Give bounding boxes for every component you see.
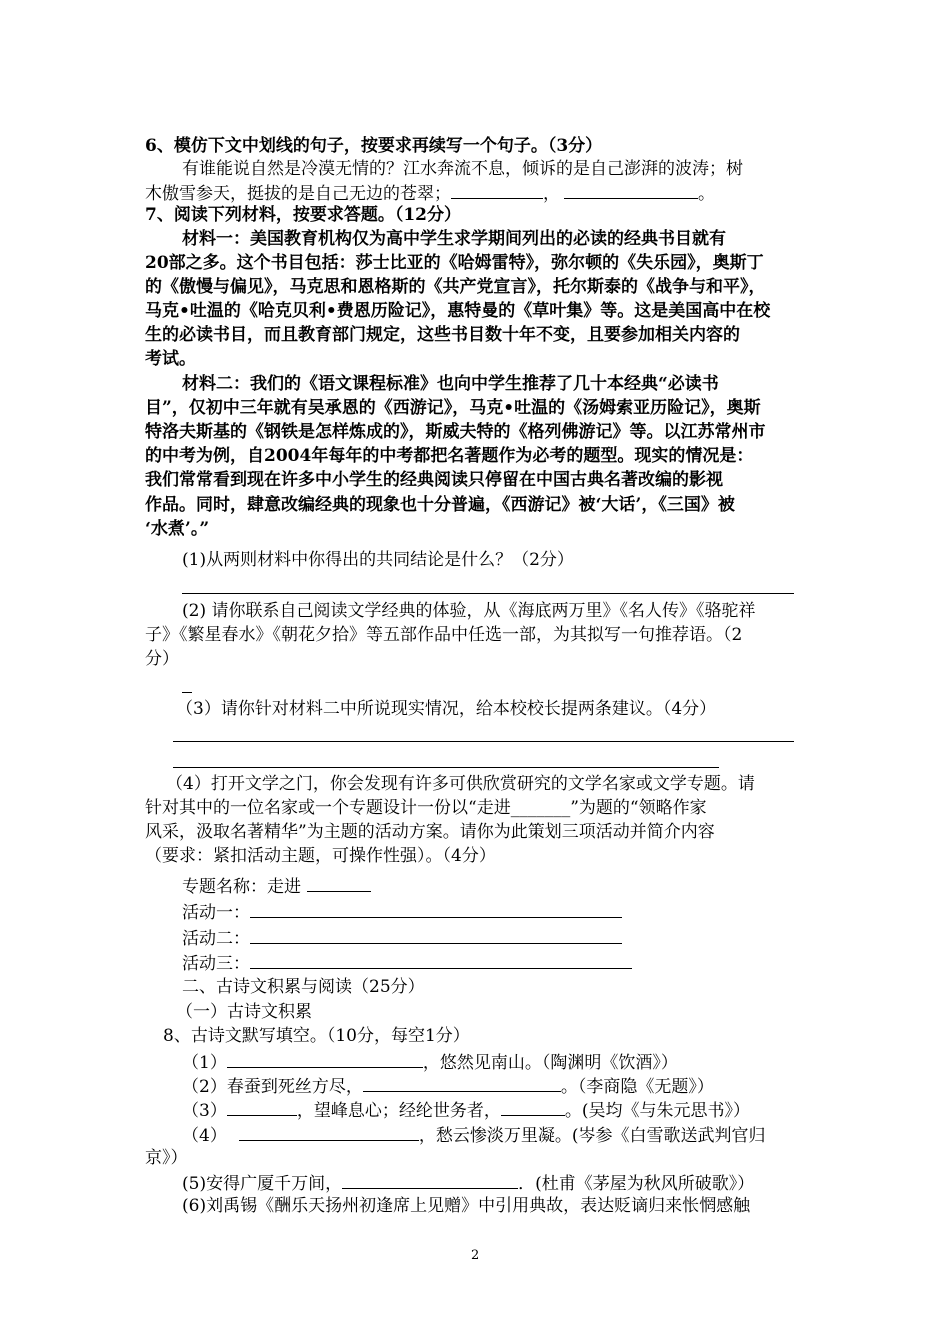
q7-sub4-prompt-line: 风采，汲取名著精华”为主题的活动方案。请你为此策划三项活动并简介内容 bbox=[145, 822, 715, 842]
q8-item-5 bbox=[182, 1170, 754, 1196]
q8-title: 8、古诗文默写填空。（10分，每空1分） bbox=[163, 1026, 470, 1046]
q8-item-3-blank-1[interactable] bbox=[227, 1097, 297, 1116]
activity-3-row bbox=[182, 950, 632, 976]
q7-material1-line: 马克•吐温的《哈克贝利•费恩历险记》，惠特曼的《草叶集》等。这是美国高中在校 bbox=[145, 301, 771, 321]
q7-sub3-prompt: （3）请你针对材料二中所说现实情况，给本校校长提两条建议。（4分） bbox=[176, 699, 717, 719]
activity-2-label: 活动二： bbox=[182, 929, 250, 949]
q8-item-1-number: （1） bbox=[182, 1053, 227, 1073]
q6-answer-blank-2[interactable] bbox=[564, 180, 698, 199]
q7-sub1-prompt: (1)从两则材料中你得出的共同结论是什么？（2分） bbox=[182, 550, 574, 570]
q7-material1-line: 20部之多。这个书目包括：莎士比亚的《哈姆雷特》，弥尔顿的《失乐园》，奥斯丁 bbox=[145, 253, 764, 273]
q8-item-1-blank[interactable] bbox=[227, 1049, 423, 1068]
q8-item-4-number: （4） bbox=[182, 1126, 227, 1146]
q7-material1-line: 考试。 bbox=[145, 349, 196, 369]
q7-sub1-answer-line[interactable] bbox=[182, 593, 794, 594]
q7-sub2-prompt-line: 分） bbox=[145, 649, 179, 669]
q7-sub4-prompt-line: （要求：紧扣活动主题，可操作性强）。（4分） bbox=[145, 846, 496, 866]
q7-sub3-answer-line-1[interactable] bbox=[173, 741, 794, 742]
q8-item-3 bbox=[182, 1097, 750, 1123]
q8-item-1-text: ，悠然见南山。（陶渊明《饮酒》） bbox=[422, 1053, 678, 1073]
q7-material1-line: 材料一：美国教育机构仅为高中学生求学期间列出的必读的经典书目就有 bbox=[182, 229, 726, 249]
q8-item-4-blank[interactable] bbox=[239, 1122, 419, 1141]
q8-item-2-source: 。（李商隐《无题》） bbox=[560, 1077, 714, 1097]
q8-item-3-blank-2[interactable] bbox=[501, 1097, 565, 1116]
q8-item-5-source: ．(杜甫《茅屋为秋风所破歌》） bbox=[518, 1174, 755, 1194]
q7-sub4-prompt-line: （4）打开文学之门，你会发现有许多可供欣赏研究的文学名家或文学专题。请 bbox=[166, 774, 755, 794]
topic-name-row bbox=[182, 873, 371, 899]
q8-item-2-blank[interactable] bbox=[363, 1073, 561, 1092]
q8-item-3-number: （3） bbox=[182, 1101, 227, 1121]
q8-item-4-text: ，愁云惨淡万里凝。(岑参《白雪歌送武判官归 bbox=[418, 1126, 766, 1146]
activity-1-blank[interactable] bbox=[250, 899, 622, 918]
q7-material2-line: 我们常常看到现在许多中小学生的经典阅读只停留在中国古典名著改编的影视 bbox=[145, 470, 723, 490]
section2-title: 二、古诗文积累与阅读（25分） bbox=[182, 977, 425, 997]
q8-item-5-blank[interactable] bbox=[342, 1170, 518, 1189]
q8-item-4-continuation: 京》） bbox=[145, 1148, 188, 1168]
page-number: 2 bbox=[471, 1248, 480, 1263]
activity-1-label: 活动一： bbox=[182, 903, 250, 923]
section2-subtitle: （一）古诗文积累 bbox=[176, 1002, 312, 1022]
q7-material1-line: 生的必读书目，而且教育部门规定，这些书目数十年不变，且要参加相关内容的 bbox=[145, 325, 740, 345]
q7-material1-line: 的《傲慢与偏见》，马克思和恩格斯的《共产党宣言》，托尔斯泰的《战争与和平》， bbox=[145, 277, 766, 297]
q6-text-line2-content: 木傲雪参天，挺拔的是自己无边的苍翠； bbox=[145, 184, 451, 204]
topic-name-blank[interactable] bbox=[307, 873, 371, 892]
q6-end-mark: 。 bbox=[698, 184, 715, 204]
q7-material2-line: ‘水煮’。” bbox=[145, 519, 210, 539]
q7-material2-line: 特洛夫斯基的《钢铁是怎样炼成的》，斯威夫特的《格列佛游记》等。以江苏常州市 bbox=[145, 422, 766, 442]
q8-item-3-text: ，望峰息心；经纶世务者， bbox=[296, 1101, 501, 1121]
activity-3-blank[interactable] bbox=[250, 950, 632, 969]
q7-material2-line: 作品。同时，肆意改编经典的现象也十分普遍，《西游记》被‘大话’，《三国》被 bbox=[145, 495, 735, 515]
q8-item-2-text: （2）春蚕到死丝方尽， bbox=[182, 1077, 363, 1097]
q8-item-3-source: 。(吴均《与朱元思书》） bbox=[564, 1101, 750, 1121]
q8-item-5-text: (5)安得广厦千万间， bbox=[182, 1174, 343, 1194]
q7-material2-line: 目”，仅初中三年就有吴承恩的《西游记》，马克•吐温的《汤姆索亚历险记》，奥斯 bbox=[145, 398, 761, 418]
q8-item-4 bbox=[182, 1122, 765, 1148]
activity-3-label: 活动三： bbox=[182, 954, 250, 974]
q7-sub3-answer-line-2[interactable] bbox=[173, 767, 719, 768]
q7-sub4-prompt-line: 针对其中的一位名家或一个专题设计一份以“走进_______”为题的“领略作家 bbox=[145, 798, 707, 818]
activity-1-row bbox=[182, 899, 622, 925]
q7-material2-line: 材料二：我们的《语文课程标准》也向中学生推荐了几十本经典“必读书 bbox=[182, 374, 719, 394]
activity-2-blank[interactable] bbox=[250, 925, 622, 944]
q7-title: 7、阅读下列材料，按要求答题。（12分） bbox=[145, 205, 461, 225]
activity-2-row bbox=[182, 925, 622, 951]
q8-item-2 bbox=[182, 1073, 714, 1099]
q7-material2-line: 的中考为例，自2004年每年的中考都把名著题作为必考的题型。现实的情况是： bbox=[145, 446, 754, 466]
q7-sub2-answer-line[interactable] bbox=[182, 692, 192, 693]
q8-item-6: (6)刘禹锡《酬乐天扬州初逢席上见赠》中引用典故，表达贬谪归来怅惘感触 bbox=[182, 1196, 751, 1216]
q7-sub2-prompt-line: 子》《繁星春水》《朝花夕拾》等五部作品中任选一部，为其拟写一句推荐语。（2 bbox=[145, 625, 743, 645]
q8-item-1 bbox=[182, 1049, 678, 1075]
q6-text-line1: 有谁能说自然是冷漠无情的？江水奔流不息，倾诉的是自己澎湃的波涛；树 bbox=[182, 159, 743, 179]
topic-name-label: 专题名称：走进 bbox=[182, 877, 301, 897]
q6-separator: ， bbox=[543, 184, 560, 204]
q6-answer-blank-1[interactable] bbox=[451, 180, 543, 199]
q7-sub2-prompt-line: (2) 请你联系自己阅读文学经典的体验，从《海底两万里》《名人传》《骆驼祥 bbox=[182, 601, 756, 621]
q6-title: 6、模仿下文中划线的句子，按要求再续写一个句子。（3分） bbox=[145, 136, 603, 156]
